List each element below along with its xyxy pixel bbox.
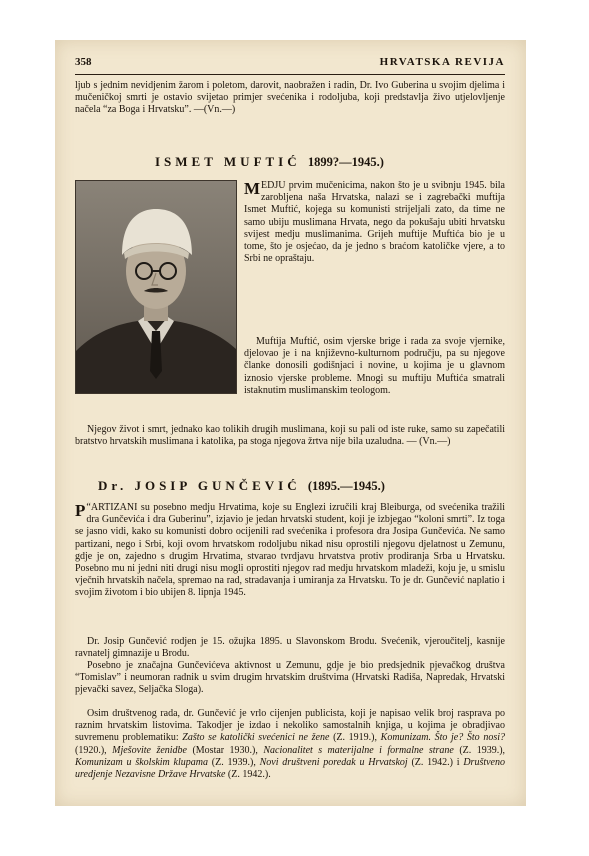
journal-page — [55, 40, 526, 806]
work-title: Mješovite ženidbe — [112, 744, 187, 756]
section-years: (1895.—1945.) — [307, 479, 385, 493]
portrait-photo — [75, 180, 237, 394]
journal-title: HRVATSKA REVIJA — [379, 56, 505, 68]
muftic-paragraph-3: Njegov život i smrt, jednako kao tolikih drugih muslimana, koji su pali od iste ruke, samo su zapečatili bratstvo hrvatskih muslimana i katolika, pa stoga njegova žrtva nije bila uzaludna. — (Vn.—) — [75, 424, 505, 448]
section-title-muftic — [155, 154, 384, 170]
section-prefix: Dr. — [98, 478, 128, 493]
work-title: Društveno uredjenje Nezavisne Države Hrvatske — [75, 756, 505, 781]
muftic-paragraph-2: Muftija Muftić, osim vjerske brige i rada za svoje vjernike, djelovao je i na književno-kulturnom području, pa su njegove članke donosili godišnjaci i novine, u kojima je u glavnom iznosio vjerske probleme. Mnogi su muftiju Muftića smatrali istaknutim muslimanskim teologom. — [244, 336, 505, 396]
section-title-guncevic — [98, 478, 385, 494]
header-rule — [75, 74, 505, 75]
guncevic-paragraph-2: Dr. Josip Gunčević rodjen je 15. ožujka 1895. u Slavonskom Brodu. Svećenik, vjeroučitelj, kasnije ravnatelj gimnazije u Brodu. — [75, 636, 505, 660]
guncevic-paragraph-1: “ P ARTIZANI su posebno medju Hrvatima, koje su Englezi izručili kraj Bleiburga, od svećenika tražili dra Gunčevića i dra Guberinu”, izjavio je jedan hrvatski student, koji je izbjegao “koloni smrti”. Iz toga se jasno vidi, kako su komunisti dobro ocijenili rad svećenika i profesora dra Josipa Gunčevića. Ne samo partizani, nego i Srbi, koji ovom hrvatskom rodoljubu nikad nisu oprostili njegovu djelatnost u Zemunu, gdje je on, zajedno s drugim Hrvatima, stvarao tvrdjavu hrvatstva protiv prodiranja Srba u Hrvatsku. Posebno mu ni jedni niti drugi nisu mogli oprostiti njegov rad medju hrvatskom mladeži, koju je, u smislu vječnih hrvatskih načela, spremao na rad, stradavanja i umiranja za Hrvatsku. To je dr. Gunčević naplatio i svojim životom i bio ubijen 8. lipnja 1945. — [75, 501, 505, 599]
drop-cap: M — [244, 179, 261, 198]
section-name: ISMET MUFTIĆ — [155, 154, 301, 169]
work-title: Novi društveni poredak u Hrvatskoj — [259, 756, 408, 768]
work-title: Zašto se katolički svećenici ne žene — [182, 732, 330, 744]
running-header — [75, 56, 505, 72]
guncevic-paragraph-3: Posebno je značajna Gunčevićeva aktivnost u Zemunu, gdje je bio predsjednik pjevačkog društva “Tomislav” i neumoran radnik u svim drugim hrvatskim društvima (Hrvatski Radiša, Napredak, Hrvatski pjevački savez, Seljačka Sloga). — [75, 660, 505, 696]
intro-paragraph: ljub s jednim nevidjenim žarom i poletom, darovit, naobražen i radin, Dr. Ivo Guberina u svojim djelima i mučeničkoj smrti je ostavio svijetao primjer svećenika i rodoljuba, koji predstavlja živo utjelovljenje načela “za Boga i Hrvatsku”. —(Vn.—) — [75, 80, 505, 116]
guncevic-paragraph-4: Osim društvenog rada, dr. Gunčević je vrlo cijenjen publicista, koji je napisao velik broj rasprava po raznim hrvatskim listovima. Takodjer je izdao i nekoliko samostalnih knjiga, u kojima je obradjivao suvremenu problematiku: Zašto se katolički svećenici ne žene (Z. 1919.), Komunizam. Što je? Što nosi? (1920.), Mješovite ženidbe (Mostar 1930.), Nacionalitet s materijalne i formalne strane (Z. 1939.), Komunizam u školskim klupama (Z. 1939.), Novi društveni poredak u Hrvatskoj (Z. 1942.) i Društveno uredjenje Nezavisne Države Hrvatske (Z. 1942.). — [75, 708, 506, 781]
section-years: 1899?—1945.) — [307, 155, 384, 169]
drop-cap: P — [75, 501, 86, 520]
work-title: Nacionalitet s materijalne i formalne strane — [263, 744, 454, 756]
muftic-paragraph-1: MEDJU prvim mučenicima, nakon što je u svibnju 1945. bila zarobljena naša Hrvatska, nalazi se i zagrebački muftija Ismet Muftić, kojega su komunisti strijeljali zato, da time ne samo ubiju muslimana Hrvata, nego da pokušaju ubiti hrvatsku svijest medju muslimanima. Grijeh muftije Muftića bio je u tome, što je osjećao, da je jedno s braćom katoličke vjere, a to Srbi ne opraštaju. — [244, 179, 505, 265]
section-name: JOSIP GUNČEVIĆ — [134, 478, 301, 493]
page-number: 358 — [75, 56, 92, 68]
portrait-illustration — [76, 181, 236, 393]
work-title: Komunizam u školskim klupama — [75, 756, 208, 768]
work-title: Komunizam. Što je? Što nosi? — [380, 732, 505, 744]
